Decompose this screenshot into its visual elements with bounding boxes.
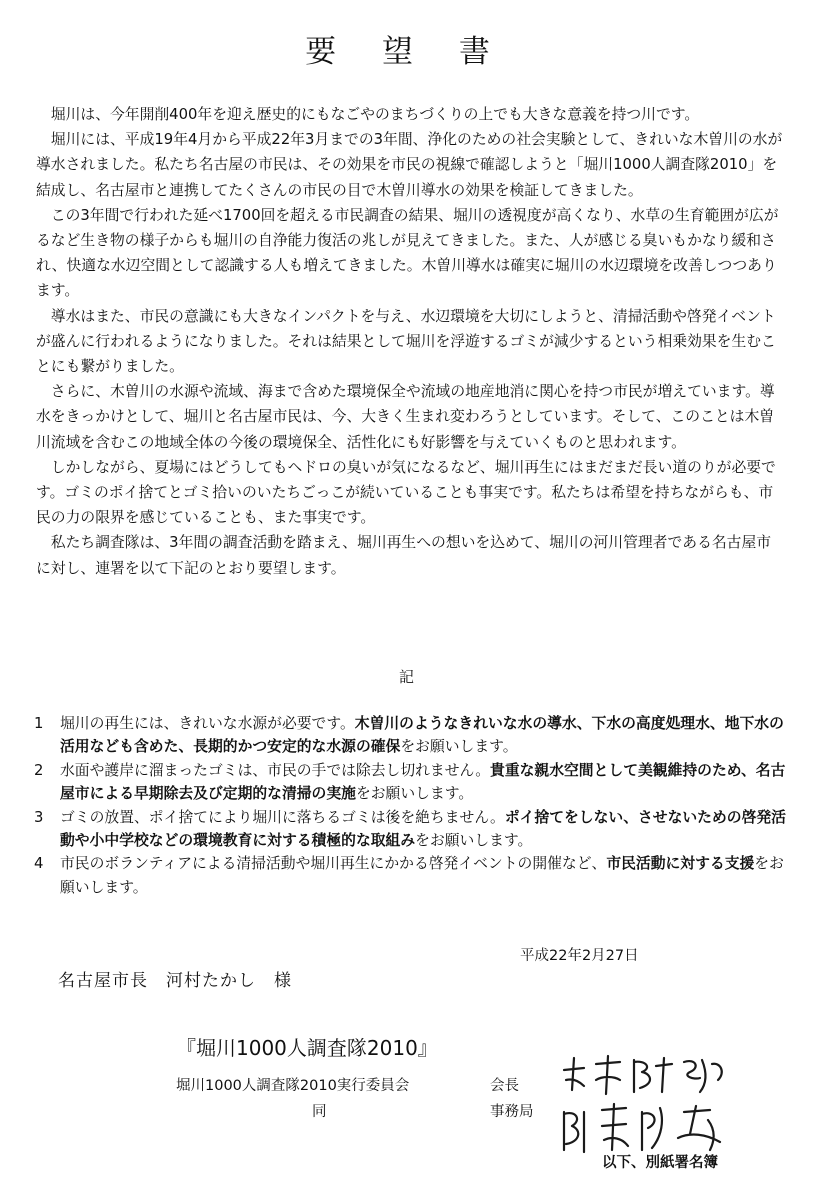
- paragraph: 私たち調査隊は、3年間の調査活動を踏まえ、堀川再生への想いを込めて、堀川の河川管理者である名古屋市に対し、連署を以て下記のとおり要望します。: [36, 534, 772, 577]
- addressee-honorific: 様: [274, 971, 292, 991]
- request-item: [34, 852, 786, 899]
- handwritten-signatures: [550, 1050, 750, 1160]
- document-body: [36, 102, 784, 581]
- request-number: 2: [34, 761, 44, 779]
- request-text: ゴミの放置、ポイ捨てにより堀川に落ちるゴミは後を絶ちません。: [60, 808, 505, 826]
- paragraph: 堀川は、今年開削400年を迎え歴史的にもなごやのまちづくりの上でも大きな意義を持つ川です。: [50, 106, 700, 123]
- committee-role: 会長: [490, 1078, 519, 1094]
- organization-name: 『堀川1000人調査隊2010』: [176, 1036, 438, 1060]
- request-item: [34, 759, 786, 806]
- request-number: 4: [34, 855, 44, 873]
- request-text: 市民のボランティアによる清掃活動や堀川再生にかかる啓発イベントの開催など、: [60, 855, 607, 873]
- request-closing: をお願いします。: [415, 832, 533, 850]
- footer-note: 以下、別紙署名簿: [602, 1155, 718, 1171]
- document-title: 要 望 書: [305, 34, 508, 70]
- request-emphasis: 貴重な親水空間として美観維持のため、名古屋市による早期除去及び定期的な清掃の実施: [60, 761, 786, 803]
- request-text: 堀川の再生には、きれいな水源が必要です。: [60, 715, 355, 732]
- request-closing: をお願いします。: [355, 785, 474, 803]
- addressee-name: 名古屋市長 河村たかし: [58, 971, 256, 991]
- request-closing: をお願いします。: [60, 855, 784, 896]
- request-emphasis: 木曽川のようなきれいな水の導水、下水の高度処理水、地下水の活用なども含めた、長期的かつ安定的な水源の確保: [60, 715, 784, 756]
- paragraph: 堀川には、平成19年4月から平成22年3月までの3年間、浄化のための社会実験として、きれいな木曽川の水が導水されました。私たち名古屋の市民は、その効果を市民の視線で確認しようと「堀川1000人調査隊2010」を結成し、名古屋市と連携してたくさんの市民の目で木曽川導水の効果を検証してきました。: [36, 131, 783, 199]
- paragraph: 導水はまた、市民の意識にも大きなインパクトを与え、水辺環境を大切にしようと、清掃活動や啓発イベントが盛んに行われるようになりました。それは結果として堀川を浮遊するゴミが減少するという相乗効果を生むことにも繋がりました。: [36, 307, 776, 376]
- paragraph: しかしながら、夏場にはどうしてもヘドロの臭いが気になるなど、堀川再生にはまだまだ長い道のりが必要です。ゴミのポイ捨てとゴミ拾いのいたちごっこが続いていることも事実です。私たちは希望を持ちながらも、市民の力の限界を感じていることも、また事実です。: [36, 458, 776, 527]
- request-item: [34, 712, 786, 759]
- ki-heading: 記: [398, 668, 414, 686]
- document-date: 平成22年2月27日: [520, 948, 639, 964]
- request-text: 水面や護岸に溜まったゴミは、市民の手では除去し切れません。: [60, 761, 491, 779]
- request-emphasis: 市民活動に対する支援: [606, 855, 755, 873]
- paragraph: この3年間で行われた延べ1700回を超える市民調査の結果、堀川の透視度が高くなり、水草の生育範囲が広がるなど生き物の様子からも堀川の自浄能力復活の兆しが見えてきました。また、人が感じる臭いもかなり緩和され、快適な水辺空間として認識する人も増えてきました。木曽川導水は確実に堀川の水辺環境を改善しつつあります。: [36, 206, 779, 300]
- addressee: [58, 966, 292, 991]
- request-list: [34, 712, 786, 899]
- committee-org: 同: [312, 1104, 327, 1120]
- request-item: [34, 806, 786, 853]
- request-number: 3: [34, 808, 44, 826]
- request-emphasis: ポイ捨てをしない、させないための啓発活動や小中学校などの環境教育に対する積極的な取組み: [60, 808, 786, 850]
- committee-org: 堀川1000人調査隊2010実行委員会: [176, 1078, 410, 1094]
- request-number: 1: [34, 715, 44, 732]
- request-closing: をお願いします。: [400, 738, 518, 756]
- paragraph: さらに、木曽川の水源や流域、海まで含めた環境保全や流域の地産地消に関心を持つ市民が増えています。導水をきっかけとして、堀川と名古屋市民は、今、大きく生まれ変わろうとしています。そして、このことは木曽川流域を含むこの地域全体の今後の環境保全、活性化にも好影響を与えていくものと思われます。: [36, 383, 775, 451]
- committee-role: 事務局: [490, 1104, 534, 1120]
